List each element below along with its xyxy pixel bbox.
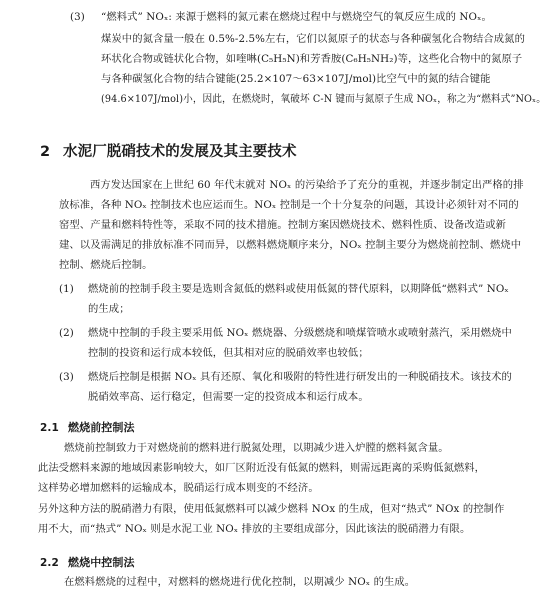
list-item-line: 的生成； (88, 303, 130, 315)
list-item-line: 燃烧后控制是根据 NOₓ 具有还原、氧化和吸附的特性进行研发出的一种脱硝技术。该技术的 (88, 371, 512, 383)
list-marker: (3) (59, 371, 74, 383)
paragraph-line: 控制、燃烧后控制。 (59, 259, 153, 271)
paragraph-line: 这样势必增加燃料的运输成本，脱硝运行成本则变的不经济。 (38, 482, 319, 494)
paragraph-line: 此法受燃料来源的地域因素影响较大，如厂区附近没有低氮的燃料，则需远距离的采购低氮燃料， (38, 462, 486, 474)
paragraph-line: “燃料式” NOₓ: 来源于燃料的氮元素在燃烧过程中与燃烧空气的氧反应生成的 NOₓ。 (101, 11, 492, 23)
list-marker: (3) (70, 11, 85, 23)
paragraph-line: 在燃料燃烧的过程中，对燃料的燃烧进行优化控制，以期减少 NOₓ 的生成。 (64, 576, 416, 588)
list-marker: (2) (59, 327, 74, 339)
subsection-number: 2.1 (40, 422, 59, 434)
list-item-line: 燃烧中控制的手段主要采用低 NOₓ 燃烧器、分级燃烧和喷煤管喷水或喷射蒸汽，采用燃烧中 (88, 327, 512, 339)
paragraph-line: 用不大，而“热式” NOₓ 则是水泥工业 NOₓ 排放的主要组成部分，因此该法的脱硝潜力有限。 (38, 523, 471, 535)
paragraph-line: 与各种碳氢化合物的结合键能(25.2×107～63×107J/mol)比空气中的氮的结合键能 (101, 73, 491, 85)
paragraph-line: 放标准，各种 NOₓ 控制技术也应运而生。NOₓ 控制是一个十分复杂的问题，其设计必须针对不同的 (59, 199, 519, 211)
list-item-line: 燃烧前的控制手段主要是选则含氮低的燃料或使用低氮的替代原料，以期降低“燃料式” NOₓ (88, 283, 509, 295)
list-marker: (1) (59, 283, 74, 295)
paragraph-line: 窑型、产量和燃料特性等，采取不同的技术措施。控制方案因燃烧技术、燃料性质、设备改造或新 (59, 219, 507, 231)
paragraph-line: 环状化合物或链状化合物，如喹啉(C₅H₅N)和芳香胺(C₆H₅NH₂)等，这些化合物中的氮原子 (101, 53, 523, 65)
paragraph-line: 西方发达国家在上世纪 60 年代末就对 NOₓ 的污染给予了充分的重视，并逐步制定出严格的排 (90, 179, 524, 191)
subsection-title: 燃烧前控制法 (68, 421, 135, 434)
paragraph-line: 另外这种方法的脱硝潜力有限，使用低氮燃料可以减少燃料 NOx 的生成，但对“热式” NOx 的控制作 (38, 503, 505, 515)
list-item-line: 脱硝效率高、运行稳定，但需要一定的投资成本和运行成本。 (88, 391, 369, 403)
subsection-number: 2.2 (40, 557, 59, 569)
paragraph-line: (94.6×107J/mol)小，因此，在燃烧时，氧破坏 C-N 键而与氮原子生成 NOₓ，称之为“燃料式”NOₓ。 (101, 93, 546, 105)
list-item-line: 控制的投资和运行成本较低，但其相对应的脱硝效率也较低； (88, 347, 369, 359)
paragraph-line: 建、以及需满足的排放标准不同而异，以燃料燃烧顺序来分，NOₓ 控制主要分为燃烧前控制、燃烧中 (59, 239, 522, 251)
section-title: 水泥厂脱硝技术的发展及其主要技术 (63, 144, 297, 160)
paragraph-line: 燃烧前控制致力于对燃烧前的燃料进行脱氮处理，以期减少进入炉膛的燃料氮含量。 (64, 442, 449, 454)
paragraph-line: 煤炭中的氮含量一般在 0.5%-2.5%左右，它们以氮原子的状态与各种碳氢化合物结合成氮的 (101, 33, 525, 45)
subsection-title: 燃烧中控制法 (68, 556, 135, 569)
section-number: 2 (40, 144, 51, 160)
